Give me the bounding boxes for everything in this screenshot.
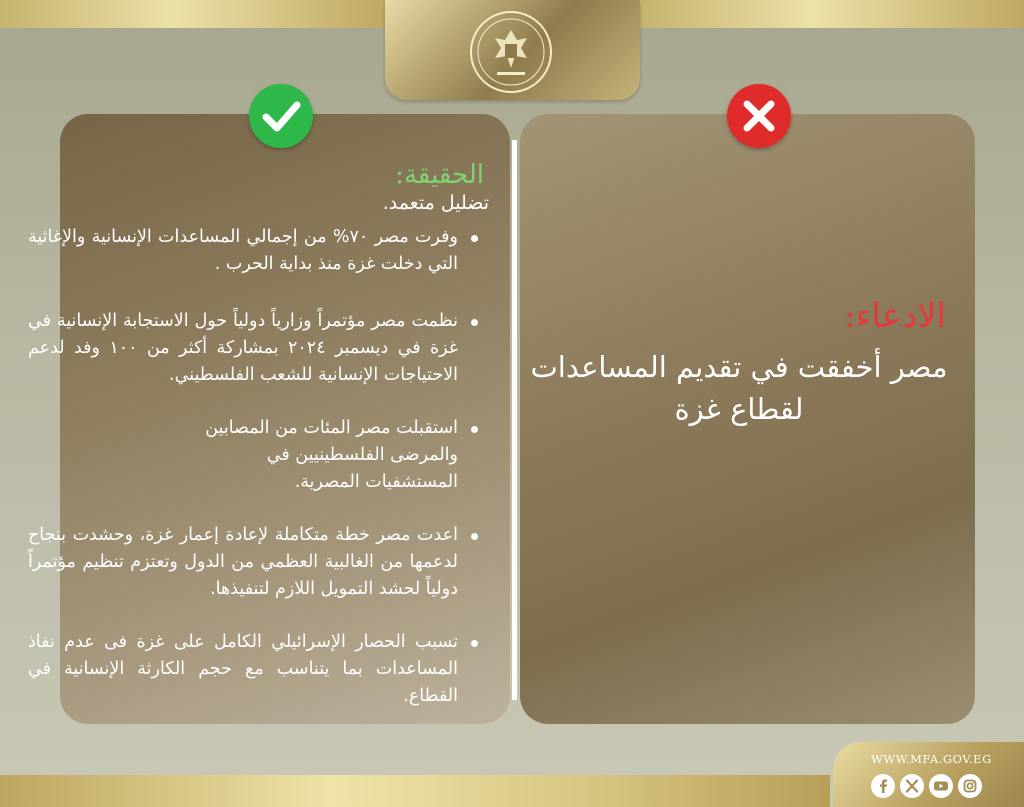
fact-item: تسبب الحصار الإسرائيلي الكامل على غزة فى عدم نفاذ المساعدات بما يتناسب مع حجم الكارثة الإنسانية في القطاع.: [28, 629, 458, 710]
claim-text: مصر أخفقت في تقديم المساعدات لقطاع غزة: [530, 350, 948, 426]
ministry-logo-tab: [385, 0, 640, 100]
fact-item: اعدت مصر خطة متكاملة لإعادة إعمار غزة، وحشدت بنجاح لدعمها من الغالبية العظمي من الدول وتعتزم تنظيم مؤتمراً دولياً لحشد التمويل اللازم لتنفيذها.: [28, 522, 458, 603]
fact-list: [28, 224, 486, 732]
false-badge: [727, 84, 791, 148]
cross-icon: [727, 84, 791, 148]
top-gold-bar-left: [0, 0, 385, 28]
claim-heading: الادعاء:: [843, 296, 946, 336]
egypt-emblem-icon: [467, 8, 555, 96]
website-url[interactable]: WWW.MFA.GOV.EG: [871, 752, 992, 766]
instagram-icon[interactable]: [958, 774, 982, 798]
social-links: [871, 774, 982, 798]
fact-item: وفرت مصر ٧٠% من إجمالي المساعدات الإنسانية والإغاثية التي دخلت غزة منذ بداية الحرب .: [28, 224, 458, 278]
footer-tab: [833, 742, 1024, 807]
checkmark-icon: [249, 84, 313, 148]
true-badge: [249, 84, 313, 148]
bottom-gold-bar: [0, 775, 830, 807]
top-gold-bar-right: [640, 0, 1024, 28]
facebook-icon[interactable]: [871, 774, 895, 798]
fact-intro: تضليل متعمد.: [382, 192, 489, 214]
fact-item: استقبلت مصر المئات من المصابين والمرضى الفلسطينيين في المستشفيات المصرية.: [28, 415, 458, 496]
fact-heading: الحقيقة:: [395, 160, 484, 190]
youtube-icon[interactable]: [929, 774, 953, 798]
x-icon[interactable]: [900, 774, 924, 798]
fact-item: نظمت مصر مؤتمراً وزارياً دولياً حول الاستجابة الإنسانية في غزة في ديسمبر ٢٠٢٤ بمشاركة أكثر من ١٠٠ وفد لدعم الاحتياجات الإنسانية للشعب الفلسطيني.: [28, 308, 458, 389]
